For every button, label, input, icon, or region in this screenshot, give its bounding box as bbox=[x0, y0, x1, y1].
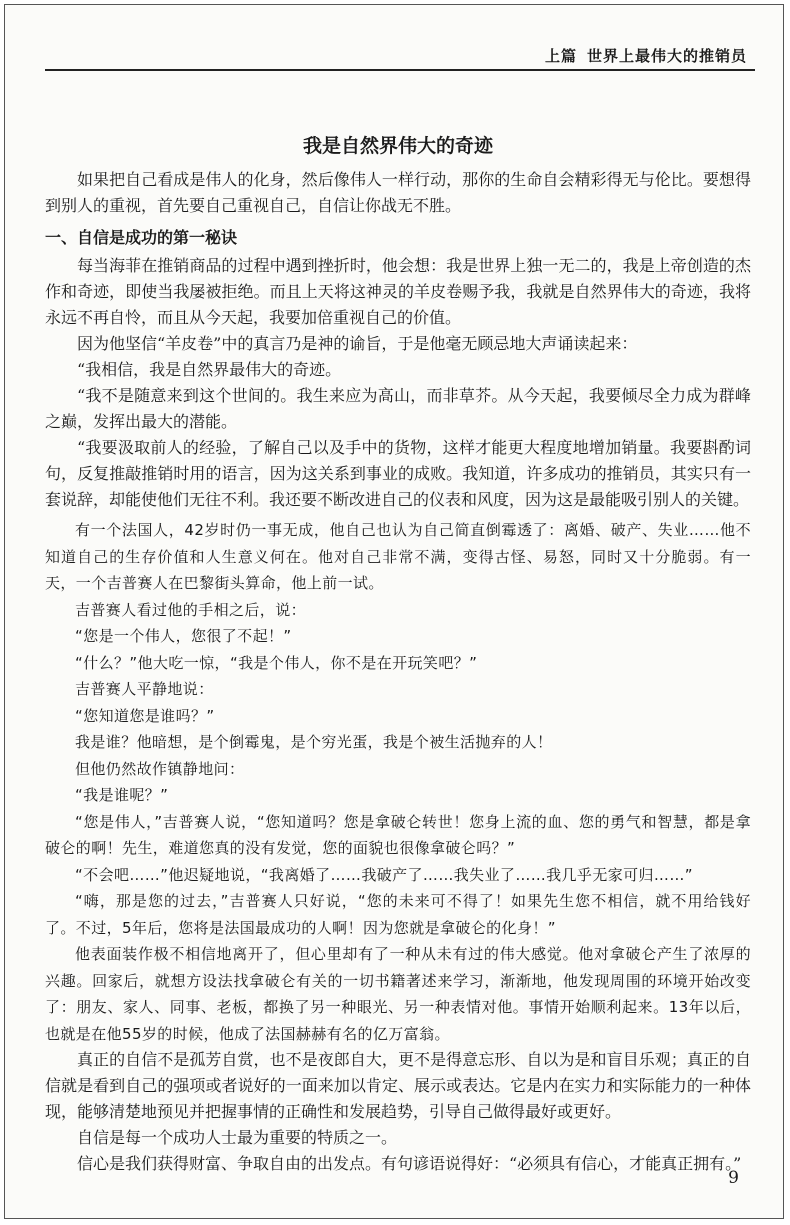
paragraph: “我不是随意来到这个世间的。我生来应为高山，而非草芥。从今天起，我要倾尽全力成为群峰之巅，发挥出最大的潜能。 bbox=[45, 386, 751, 431]
story-box bbox=[45, 517, 751, 1047]
header-title: 世界上最伟大的推销员 bbox=[586, 47, 747, 65]
story-paragraph: 有一个法国人，42岁时仍一事无成，他自己也认为自己简直倒霉透了：离婚、破产、失业……他不知道自己的生存价值和人生意义何在。他对自己非常不满，变得古怪、易怒，同时又十分脆弱。有一天，一个吉普赛人在巴黎街头算命，他上前一试。 bbox=[45, 521, 751, 592]
story-paragraph: 吉普赛人平静地说： bbox=[75, 680, 214, 698]
paragraph: “我要汲取前人的经验，了解自己以及手中的货物，这样才能更大程度地增加销量。我要斟酌词句，反复推敲推销时用的语言，因为这关系到事业的成败。我知道，许多成功的推销员，其实只有一套说辞，却能使他们无往不利。我还要不断改进自己的仪表和风度，因为这是最能吸引别人的关键。 bbox=[45, 438, 751, 509]
paragraph: 真正的自信不是孤芳自赏，也不是夜郎自大，更不是得意忘形、自以为是和盲目乐观；真正的自信就是看到自己的强项或者说好的一面来加以肯定、展示或表达。它是内在实力和实际能力的一种体现，能够清楚地预见并把握事情的正确性和发展趋势，引导自己做得最好或更好。 bbox=[45, 1050, 751, 1121]
header-rule bbox=[45, 69, 755, 71]
page-sheet bbox=[4, 4, 784, 1219]
story-paragraph: “您是伟人，”吉普赛人说，“您知道吗？您是拿破仑转世！您身上流的血、您的勇气和智慧，都是拿破仑的啊！先生，难道您真的没有发觉，您的面貌也很像拿破仑吗？” bbox=[45, 812, 751, 857]
paragraph: 每当海菲在推销商品的过程中遇到挫折时，他会想：我是世界上独一无二的，我是上帝创造的杰作和奇迹，即使当我屡被拒绝。而且上天将这神灵的羊皮卷赐予我，我就是自然界伟大的奇迹，我将永远不再自怜，而且从今天起，我要加倍重视自己的价值。 bbox=[45, 256, 751, 327]
story-paragraph: 他表面装作极不相信地离开了，但心里却有了一种从未有过的伟大感觉。他对拿破仑产生了浓厚的兴趣。回家后，就想方设法找拿破仑有关的一切书籍著述来学习，渐渐地，他发现周围的环境开始改变了：朋友、家人、同事、老板，都换了另一种眼光、另一种表情对他。事情开始顺利起来。13年以后，也就是在他55岁的时候，他成了法国赫赫有名的亿万富翁。 bbox=[45, 945, 751, 1043]
page-body bbox=[45, 131, 751, 1177]
header-text bbox=[545, 45, 747, 66]
chapter-title: 我是自然界伟大的奇迹 bbox=[302, 135, 493, 157]
paragraph: 信心是我们获得财富、争取自由的出发点。有句谚语说得好：“必须具有信心，才能真正拥有。” bbox=[77, 1154, 742, 1173]
story-paragraph: “嗨，那是您的过去，”吉普赛人只好说，“您的未来可不得了！如果先生您不相信，就不用给钱好了。不过，5年后，您将是法国最成功的人啊！因为您就是拿破仑的化身！” bbox=[45, 892, 751, 937]
story-paragraph: “您是一个伟人，您很了不起！” bbox=[75, 627, 292, 645]
story-paragraph: 但他仍然故作镇静地问： bbox=[75, 759, 245, 778]
running-header bbox=[45, 45, 755, 69]
story-paragraph: “不会吧……”他迟疑地说，“我离婚了……我破产了……我失业了……我几乎无家可归……” bbox=[75, 865, 693, 884]
paragraph: “我相信，我是自然界最伟大的奇迹。 bbox=[77, 360, 342, 379]
page-number: 9 bbox=[728, 1168, 739, 1188]
story-paragraph: 我是谁？他暗想，是个倒霉鬼，是个穷光蛋，我是个被生活抛弃的人！ bbox=[75, 733, 553, 751]
story-paragraph: 吉普赛人看过他的手相之后，说： bbox=[75, 600, 307, 619]
header-part: 上篇 bbox=[544, 47, 577, 65]
story-paragraph: “我是谁呢？” bbox=[75, 786, 169, 804]
paragraph: 因为他坚信“羊皮卷”中的真言乃是神的谕旨，于是他毫无顾忌地大声诵读起来： bbox=[77, 334, 638, 353]
paragraph: 自信是每一个成功人士最为重要的特质之一。 bbox=[77, 1128, 398, 1147]
section-heading: 一、自信是成功的第一秘诀 bbox=[45, 228, 238, 247]
intro-paragraph: 如果把自己看成是伟人的化身，然后像伟人一样行动，那你的生命自会精彩得无与伦比。要想得到别人的重视，首先要自己重视自己，自信让你战无不胜。 bbox=[45, 170, 751, 215]
story-paragraph: “您知道您是谁吗？” bbox=[75, 706, 215, 725]
story-paragraph: “什么？”他大吃一惊，“我是个伟人，你不是在开玩笑吧？” bbox=[75, 653, 478, 672]
